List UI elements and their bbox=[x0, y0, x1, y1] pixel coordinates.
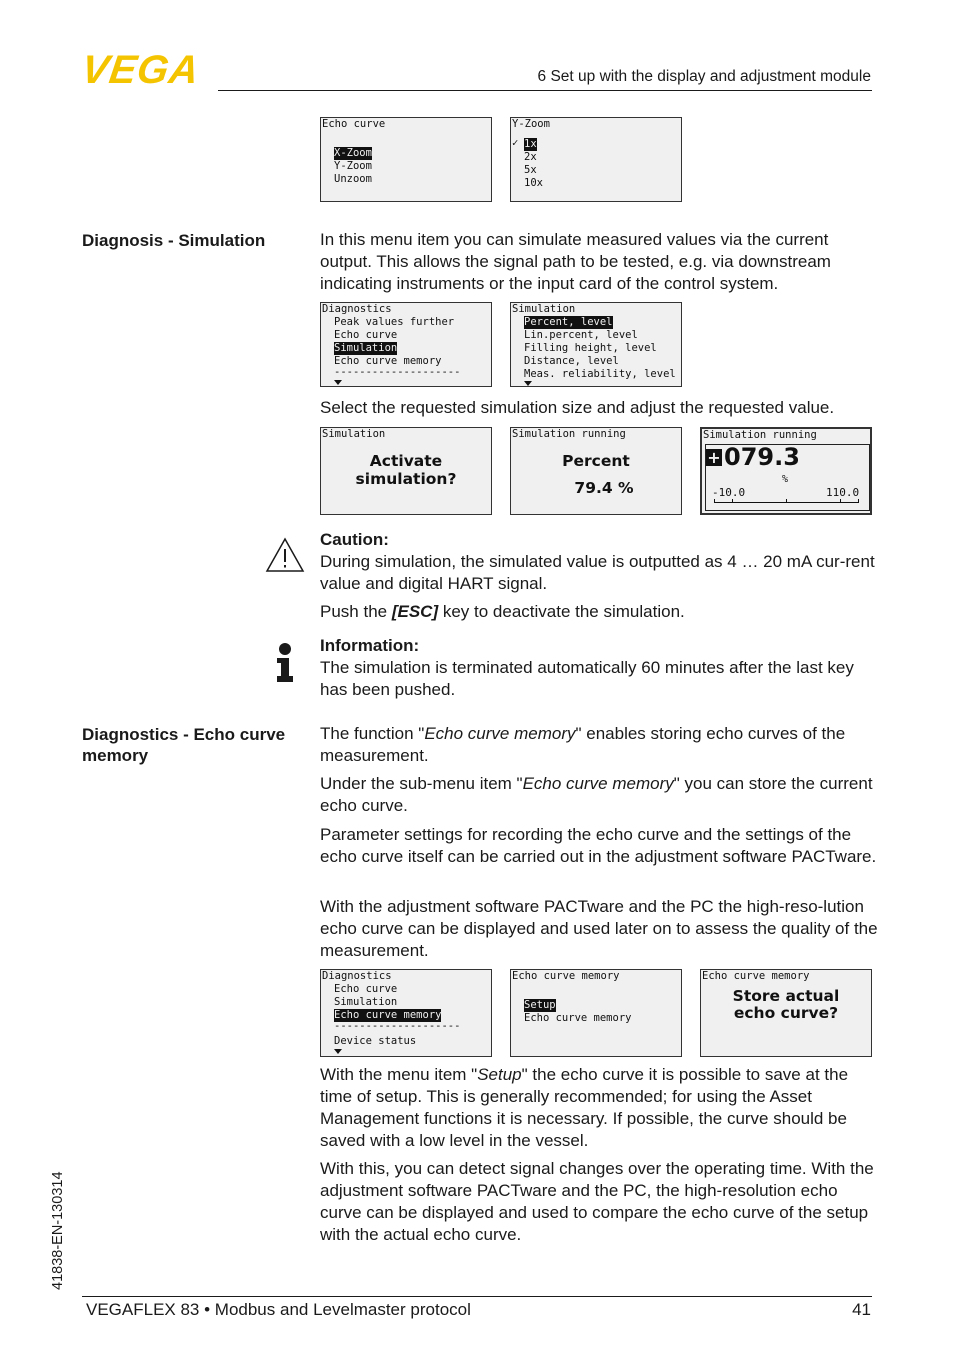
lcd-line: Y-Zoom bbox=[334, 160, 372, 172]
scroll-down-icon bbox=[524, 381, 532, 386]
lcd-prompt: echo curve? bbox=[733, 1004, 839, 1022]
esc-instruction bbox=[320, 601, 880, 623]
lcd-title: Simulation bbox=[512, 303, 576, 315]
lcd-title: Simulation running bbox=[512, 428, 626, 440]
text: " the echo curve it is possible to save at the time of setup. This is generally recommended; for using the Asset Management functions it is necessary. If possible, the curve should be saved with a low level in the vessel. bbox=[320, 1065, 849, 1150]
lcd-echo-memory-setup bbox=[510, 969, 682, 1057]
lcd-diagnostics-menu bbox=[320, 302, 492, 387]
echo-paragraph-3: Parameter settings for recording the echo curve and the settings of the echo curve itself can be carried out in the adjustment software PACTware. bbox=[320, 825, 877, 866]
section-header: 6 Set up with the display and adjustment module bbox=[537, 68, 871, 85]
lcd-line: X-Zoom bbox=[334, 147, 372, 159]
information-block bbox=[320, 635, 880, 701]
lcd-line: Device status bbox=[334, 1035, 417, 1047]
lcd-title: Y-Zoom bbox=[512, 118, 550, 130]
lcd-line: Lin.percent, level bbox=[524, 329, 638, 341]
esc-text-post: key to deactivate the simulation. bbox=[438, 602, 685, 621]
lcd-title: Echo curve memory bbox=[512, 970, 620, 982]
info-title: Information: bbox=[320, 636, 420, 655]
caution-block bbox=[320, 529, 880, 595]
lcd-simulation-running-value bbox=[700, 427, 872, 515]
lcd-simulation-menu bbox=[510, 302, 682, 387]
lcd-big-value: 079.3 bbox=[724, 443, 800, 471]
lcd-prompt: Store actual bbox=[732, 987, 840, 1005]
lcd-line: 5x bbox=[524, 164, 537, 176]
text: " you can store the current echo curve. bbox=[320, 774, 873, 815]
check-icon: ✓ bbox=[512, 137, 519, 149]
bar-tick bbox=[840, 499, 841, 503]
lcd-line: -------------------- bbox=[334, 366, 461, 378]
lcd-prompt: Activate bbox=[369, 452, 443, 470]
lcd-prompt: simulation? bbox=[355, 470, 457, 488]
echo-paragraph-6: With this, you can detect signal changes over the operating time. With the adjustment software PACTware and the PC, the high-resolution echo curve can be displayed and used to compare the echo curve of the setup with the actual echo curve. bbox=[320, 1159, 874, 1244]
bar-tick bbox=[786, 499, 787, 503]
lcd-range-min: -10.0 bbox=[712, 486, 746, 499]
warning-triangle-icon bbox=[265, 537, 305, 578]
scroll-down-icon bbox=[334, 380, 342, 385]
bar-tick bbox=[732, 499, 733, 503]
lcd-line: Simulation bbox=[334, 342, 398, 354]
document-id: 41838-EN-130314 bbox=[50, 1171, 66, 1290]
lcd-line: Meas. reliability, level bbox=[524, 368, 676, 380]
lcd-simulation-running-percent bbox=[510, 427, 682, 515]
lcd-y-zoom bbox=[510, 117, 682, 202]
text: Under the sub-menu item " bbox=[320, 774, 523, 793]
bar-tick bbox=[858, 499, 859, 503]
esc-key: [ESC] bbox=[391, 602, 439, 621]
lcd-line: Filling height, level bbox=[524, 342, 657, 354]
lcd-line: Percent, level bbox=[524, 316, 613, 328]
text: " enables storing echo curves of the measurement. bbox=[320, 724, 846, 765]
caution-title: Caution: bbox=[320, 530, 389, 549]
lcd-line: 1x bbox=[524, 138, 537, 150]
echo-paragraph-5 bbox=[320, 1064, 880, 1152]
header-divider bbox=[218, 90, 872, 91]
lcd-line: Simulation bbox=[334, 996, 398, 1008]
text-emphasis: Echo curve memory bbox=[424, 724, 576, 743]
lcd-line: Echo curve memory bbox=[334, 1009, 442, 1021]
lcd-line: Echo curve memory bbox=[334, 355, 442, 367]
lcd-line: Echo curve bbox=[334, 329, 398, 341]
lcd-value: 79.4 % bbox=[574, 479, 634, 497]
lcd-title: Simulation running bbox=[703, 429, 817, 441]
lcd-title: Echo curve bbox=[322, 118, 386, 130]
lcd-line: 10x bbox=[524, 177, 543, 189]
footer-divider bbox=[82, 1296, 872, 1297]
text-emphasis: Echo curve memory bbox=[522, 774, 674, 793]
text: With the menu item " bbox=[320, 1065, 478, 1084]
lcd-echo-curve-zoom bbox=[320, 117, 492, 202]
vega-logo: VEGA bbox=[78, 48, 203, 92]
text: The function " bbox=[320, 724, 425, 743]
footer-document-title: VEGAFLEX 83 • Modbus and Levelmaster protocol bbox=[86, 1300, 471, 1319]
lcd-title: Diagnostics bbox=[322, 970, 392, 982]
lcd-diagnostics-echo-memory bbox=[320, 969, 492, 1057]
esc-text-pre: Push the bbox=[320, 602, 392, 621]
bar-tick bbox=[714, 499, 715, 503]
lcd-unit: % bbox=[782, 474, 789, 485]
echo-paragraph-2 bbox=[320, 773, 880, 817]
lcd-line: 2x bbox=[524, 151, 537, 163]
lcd-line: Setup bbox=[524, 999, 556, 1011]
lcd-title: Simulation bbox=[322, 428, 386, 440]
lcd-line: Echo curve memory bbox=[524, 1012, 632, 1024]
caution-text: During simulation, the simulated value is outputted as 4 … 20 mA cur-rent value and digital HART signal. bbox=[320, 552, 875, 593]
lcd-line: Unzoom bbox=[334, 173, 372, 185]
page-number: 41 bbox=[852, 1300, 871, 1319]
lcd-line: Echo curve bbox=[334, 983, 398, 995]
info-text: The simulation is terminated automatically 60 minutes after the last key has been pushed. bbox=[320, 658, 854, 699]
select-instruction: Select the requested simulation size and adjust the requested value. bbox=[320, 398, 835, 417]
lcd-variable: Percent bbox=[562, 452, 630, 470]
lcd-line: Distance, level bbox=[524, 355, 619, 367]
section-heading-simulation: Diagnosis - Simulation bbox=[82, 231, 266, 250]
text-emphasis: Setup bbox=[477, 1065, 522, 1084]
plus-sign-icon: + bbox=[707, 448, 721, 467]
echo-paragraph-1 bbox=[320, 723, 880, 767]
simulation-intro: In this menu item you can simulate measured values via the current output. This allows the signal path to be tested, e.g. via downstream indicating instruments or the input card of the control system. bbox=[320, 230, 831, 293]
section-heading-echo-memory: Diagnostics - Echo curve memory bbox=[82, 725, 286, 765]
scroll-down-icon bbox=[334, 1049, 342, 1054]
lcd-activate-simulation bbox=[320, 427, 492, 515]
lcd-line: -------------------- bbox=[334, 1020, 461, 1032]
lcd-line: Peak values further bbox=[334, 316, 455, 328]
lcd-title: Echo curve memory bbox=[702, 970, 810, 982]
echo-paragraph-4: With the adjustment software PACTware and the PC the high-reso-lution echo curve can be displayed and used later on to assess the quality of the measurement. bbox=[320, 897, 878, 960]
lcd-title: Diagnostics bbox=[322, 303, 392, 315]
lcd-range-max: 110.0 bbox=[826, 486, 860, 499]
lcd-store-echo-curve bbox=[700, 969, 872, 1057]
info-icon bbox=[275, 642, 295, 689]
